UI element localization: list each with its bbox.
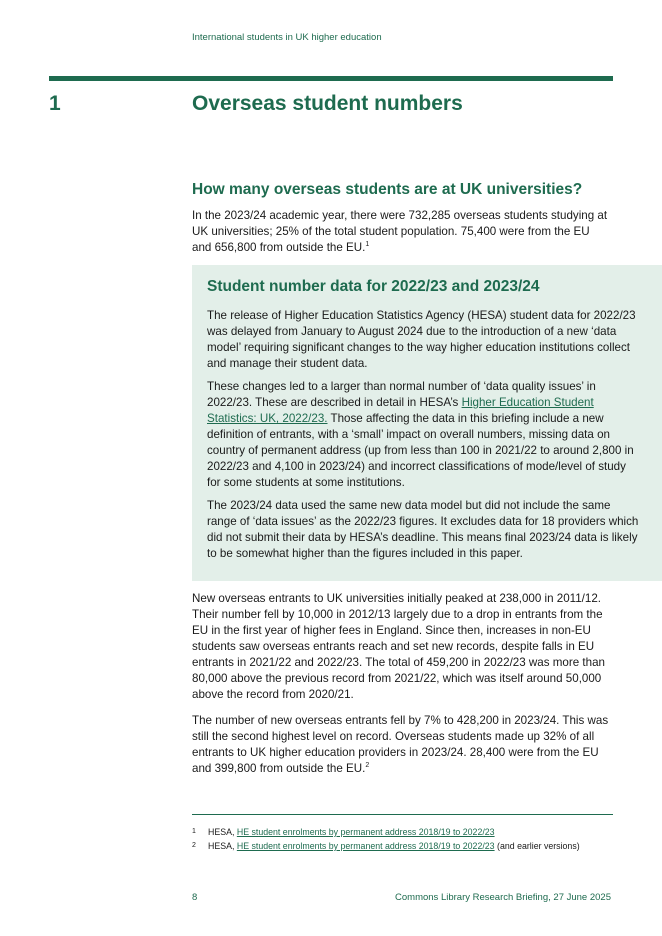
- box-paragraph-2: [207, 379, 640, 491]
- section-heading: How many overseas students are at UK universities?: [192, 181, 583, 198]
- footnote-source: HESA,: [208, 841, 237, 851]
- footnote-ref-2[interactable]: 2: [365, 762, 370, 770]
- data-note-box: [192, 265, 662, 581]
- footnote-number: 2: [192, 842, 196, 849]
- body-section: [192, 591, 612, 787]
- box-paragraph-2-before: These changes led to a larger than normal number of ‘data quality issues’ in 2022/23. These are described in detail in HESA’s: [207, 380, 596, 409]
- top-rule-divider: [49, 76, 613, 81]
- footnote-item: [192, 825, 613, 839]
- footnote-item: [192, 839, 613, 853]
- footnote-text: [208, 839, 580, 853]
- footnote-number: 1: [192, 828, 196, 835]
- footnote-text: [208, 825, 495, 839]
- footnote-link[interactable]: HE student enrolments by permanent address 2018/19 to 2022/23: [236, 827, 495, 837]
- footnote-source: HESA,: [208, 827, 237, 837]
- chapter-title: Overseas student numbers: [192, 92, 463, 115]
- box-paragraph-1: The release of Higher Education Statistics Agency (HESA) student data for 2022/23 was delayed from January to August 2024 due to the introduction of a new ‘data model’ requiring significant changes to the way higher education institutions collect and manage their student data.: [207, 309, 636, 370]
- box-paragraph-2-after: Those affecting the data in this briefing include a new definition of entrants, with a ‘small’ impact on overall numbers, missing data on country of permanent address (up from less than 100 in 2021/22 to around 2,800 in 2022/23 and 4,100 in 2023/24) and incorrect classifications of mode/level of study for some students at some institutions.: [207, 412, 634, 489]
- fall-paragraph: [192, 713, 612, 777]
- hesa-statistics-link[interactable]: Higher Education Student Statistics: UK, 2022/23.: [207, 396, 594, 425]
- box-title: Student number data for 2022/23 and 2023/24: [207, 278, 540, 295]
- intro-paragraph: [192, 208, 612, 256]
- page-number: 8: [192, 892, 198, 903]
- footnote-divider: [192, 814, 613, 815]
- footer-source: Commons Library Research Briefing, 27 June 2025: [395, 892, 611, 903]
- running-header: International students in UK higher education: [192, 32, 382, 43]
- fall-text: The number of new overseas entrants fell by 7% to 428,200 in 2023/24. This was still the second highest level on record. Overseas students made up 32% of all entrants to UK higher education providers in 2023/24. 28,400 were from the EU and 399,800 from outside the EU.: [192, 714, 609, 775]
- footnote-suffix: (and earlier versions): [494, 841, 580, 851]
- chapter-number: 1: [49, 92, 61, 115]
- main-section: [192, 180, 612, 266]
- entrants-paragraph: New overseas entrants to UK universities initially peaked at 238,000 in 2011/12. Their number fell by 10,000 in 2012/13 largely due to a drop in entrants from the EU in the first year of higher fees in England. Since then, increases in non-EU students saw overseas entrants reach and set new records, despite falls in EU entrants in 2021/22 and 2022/23. The total of 459,200 in 2022/23 was more than 80,000 above the previous record from 2021/22, which was itself around 50,000 above the record from 2020/21.: [192, 592, 605, 701]
- footnotes: [192, 825, 613, 853]
- footnote-link[interactable]: HE student enrolments by permanent address 2018/19 to 2022/23: [236, 841, 495, 851]
- footnote-ref-1[interactable]: 1: [365, 241, 370, 249]
- intro-text: In the 2023/24 academic year, there were 732,285 overseas students studying at UK universities; 25% of the total student population. 75,400 were from the EU and 656,800 from outside the EU.: [192, 209, 608, 254]
- box-paragraph-3: The 2023/24 data used the same new data model but did not include the same range of ‘data issues’ as the 2022/23 figures. It excludes data for 18 providers which did not submit their data by HESA’s deadline. This means final 2023/24 data is likely to be somewhat higher than the figures included in this paper.: [207, 499, 639, 560]
